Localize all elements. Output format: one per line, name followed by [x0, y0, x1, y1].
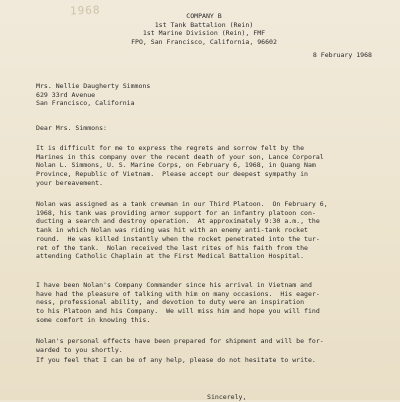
recipient-street: 629 33rd Avenue: [36, 90, 96, 99]
paragraph-line: 1968, his tank was providing armor support for an infantry platoon con-: [36, 208, 316, 217]
paragraph-line: I have been Nolan's Company Commander since his arrival in Vietnam and: [36, 281, 312, 289]
closing-sincerely: Sincerely,: [207, 393, 247, 401]
recipient-address: [36, 82, 150, 108]
salutation: Dear Mrs. Simmons:: [36, 124, 107, 132]
paragraph-line: ducting a search and destroy operation. At approximately 9:30 a.m., the: [36, 217, 320, 226]
paragraph-condolence: [36, 144, 324, 188]
paragraph-line: Nolan's personal effects have been prepared for shipment and will be for-: [36, 337, 324, 345]
recipient-city: San Francisco, California: [36, 99, 135, 108]
paragraph-line: If you feel that I can be of any help, please do not hesitate to write.: [36, 356, 316, 364]
letterhead-company: COMPANY B: [186, 12, 222, 20]
paragraph-circumstances: [36, 200, 328, 261]
paragraph-line: tank in which Nolan was riding was hit with an enemy anti-tank rocket: [36, 226, 308, 235]
paragraph-line: It is difficult for me to express the regrets and sorrow felt by the: [36, 144, 305, 152]
letterhead-address: FPO, San Francisco, California, 96602: [131, 38, 277, 47]
paragraph-line: to his Platoon and his Company. We will miss him and hope you will find: [36, 307, 320, 316]
paragraph-line: ness, professional ability, and devotion to duty were an inspiration: [36, 298, 305, 307]
paragraph-line: Province, Republic of Vietnam. Please accept our deepest sympathy in: [36, 170, 308, 179]
letterhead: [34, 12, 374, 47]
paragraph-commander: [36, 281, 320, 325]
paragraph-line: Nolan L. Simmons, U. S. Marine Corps, on February 6, 1968, in Quang Nam: [36, 161, 316, 170]
paragraph-line: your bereavement.: [36, 178, 104, 187]
paragraph-line: Nolan was assigned as a tank crewman in our Third Platoon. On February 6,: [36, 200, 328, 208]
paragraph-line: Marines in this company over the recent death of your son, Lance Corporal: [36, 152, 324, 161]
letterhead-battalion: 1st Tank Battalion (Rein): [154, 20, 254, 29]
paragraph-line: attending Catholic Chaplain at the First Medical Battalion Hospital.: [36, 252, 305, 261]
paragraph-line: have had the pleasure of talking with him on many occasions. His eager-: [36, 289, 320, 298]
paragraph-line: round. He was killed instantly when the rocket penetrated into the tur-: [36, 234, 320, 243]
letter-date: 8 February 1968: [312, 51, 372, 59]
paragraph-line: warded to you shortly.: [36, 345, 123, 354]
paragraph-effects: [36, 337, 324, 354]
paragraph-offer-help: [36, 356, 316, 365]
letterhead-division: 1st Marine Division (Rein), FMF: [142, 29, 266, 38]
recipient-name: Mrs. Nellie Daugherty Simmons: [36, 82, 151, 90]
faint-pencil-mark: 1968: [69, 3, 101, 18]
paragraph-line: ret of the tank. Nolan received the last rites of his faith from the: [36, 243, 308, 252]
paragraph-line: some comfort in knowing this.: [36, 315, 151, 324]
